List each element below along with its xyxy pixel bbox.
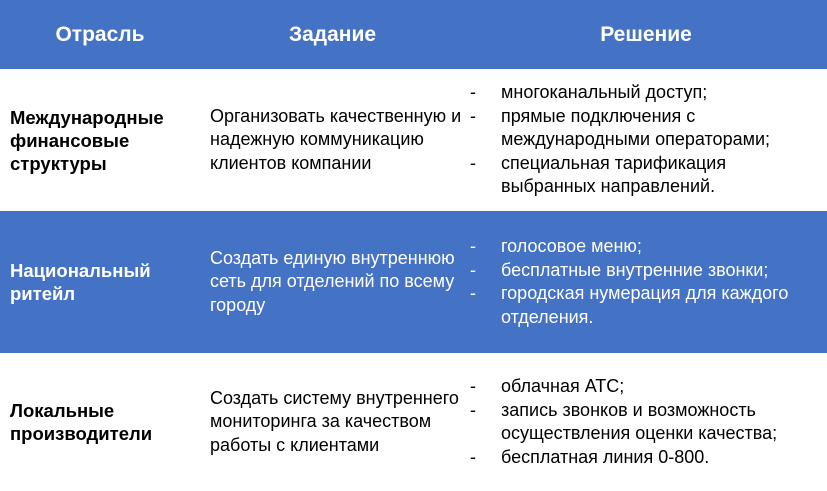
bullet-dash: - bbox=[470, 105, 476, 126]
industry-cell bbox=[10, 69, 198, 211]
solution-text: городская нумерация для каждого отделения. bbox=[501, 283, 789, 327]
solution-item bbox=[470, 282, 825, 329]
solution-cell bbox=[470, 353, 825, 491]
task-text: Организовать качественную и надежную коммуникацию клиентов компании bbox=[210, 105, 462, 173]
solution-item bbox=[470, 375, 825, 399]
solution-text: прямые подключения с международными операторами; bbox=[501, 105, 771, 150]
task-cell bbox=[210, 69, 462, 211]
industry-label: Локальные производители bbox=[10, 400, 153, 444]
table-row bbox=[0, 69, 827, 211]
task-cell bbox=[210, 353, 462, 491]
table-row bbox=[0, 353, 827, 491]
solution-item bbox=[470, 105, 825, 152]
solution-cell bbox=[470, 69, 825, 211]
industry-cell bbox=[10, 211, 198, 353]
header-task: Задание bbox=[288, 23, 377, 46]
solution-item bbox=[470, 152, 825, 199]
bullet-dash: - bbox=[470, 236, 476, 256]
task-text: Создать систему внутреннего мониторинга за качеством работы с клиентами bbox=[210, 387, 459, 455]
bullet-dash: - bbox=[470, 446, 476, 467]
solution-item bbox=[470, 259, 825, 283]
solution-item bbox=[470, 81, 825, 105]
bullet-dash: - bbox=[470, 283, 476, 303]
solution-item bbox=[470, 399, 825, 446]
solution-list bbox=[470, 235, 825, 329]
table-header-row bbox=[0, 0, 827, 69]
solution-item bbox=[470, 446, 825, 470]
industry-cell bbox=[10, 353, 198, 491]
header-solution: Решение bbox=[600, 23, 692, 46]
solution-cell bbox=[470, 211, 825, 353]
solution-text: облачная АТС; bbox=[501, 376, 625, 396]
solution-text: бесплатная линия 0-800. bbox=[501, 446, 710, 467]
table-row bbox=[0, 211, 827, 353]
solution-text: бесплатные внутренние звонки; bbox=[501, 259, 769, 280]
industry-label: Национальный ритейл bbox=[10, 260, 151, 304]
solution-item bbox=[470, 235, 825, 259]
solution-text: запись звонков и возможность осуществления оценки качества; bbox=[501, 399, 778, 443]
bullet-dash: - bbox=[470, 376, 476, 396]
solution-text: специальная тарификация выбранных направлений. bbox=[501, 152, 727, 197]
solution-text: голосовое меню; bbox=[501, 236, 642, 256]
bullet-dash: - bbox=[470, 82, 476, 103]
solution-list bbox=[470, 81, 825, 199]
solution-list bbox=[470, 375, 825, 469]
industry-label: Международные финансовые структуры bbox=[10, 106, 164, 174]
header-industry: Отрасль bbox=[55, 23, 145, 46]
bullet-dash: - bbox=[470, 152, 476, 173]
bullet-dash: - bbox=[470, 399, 476, 420]
task-cell bbox=[210, 211, 462, 353]
bullet-dash: - bbox=[470, 259, 476, 280]
task-text: Создать единую внутреннюю сеть для отделений по всему городу bbox=[210, 247, 455, 315]
solution-text: многоканальный доступ; bbox=[501, 82, 708, 103]
